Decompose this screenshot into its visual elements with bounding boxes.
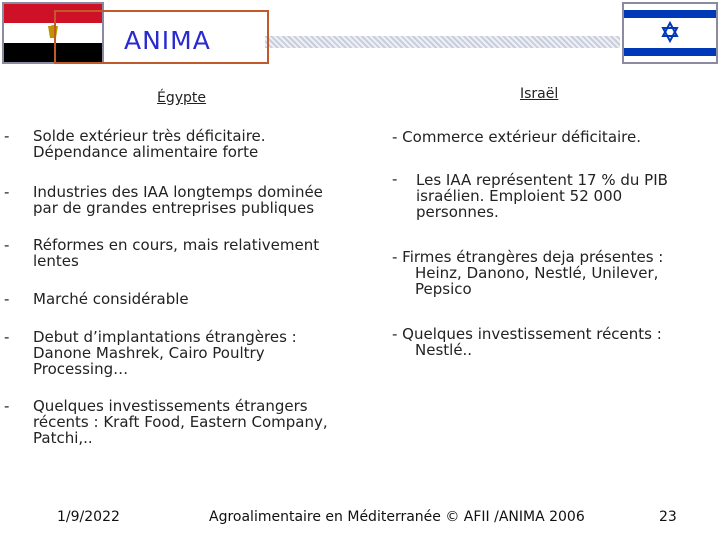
israel-item-3 xyxy=(392,249,663,297)
bullet-dash: - xyxy=(4,328,10,346)
egypt-item-2-line1: Industries des IAA longtemps dominée xyxy=(33,183,323,201)
slide-title: ANIMA xyxy=(124,26,211,55)
israel-item-2-line3: personnes. xyxy=(416,203,499,221)
egypt-item-6 xyxy=(33,398,328,446)
bullet-dash: - xyxy=(4,397,10,415)
egypt-item-5-line3: Processing… xyxy=(33,360,129,378)
israel-item-1 xyxy=(392,129,641,145)
egypt-item-3 xyxy=(33,237,319,269)
egypt-item-6-line2: récents : Kraft Food, Eastern Company, xyxy=(33,413,328,431)
egypt-item-3-line1: Réformes en cours, mais relativement xyxy=(33,236,320,254)
egypt-heading: Égypte xyxy=(157,90,207,106)
egypt-item-2 xyxy=(33,184,323,216)
page-number: 23 xyxy=(659,509,677,525)
israel-flag-icon xyxy=(624,4,716,62)
egypt-item-6-line1: Quelques investissements étrangers xyxy=(33,397,308,415)
israel-item-4-line2: Nestlé.. xyxy=(415,341,473,359)
title-decor-bar xyxy=(265,36,620,48)
israel-flag xyxy=(622,2,718,64)
egypt-item-1 xyxy=(33,128,266,160)
israel-item-4 xyxy=(392,326,662,358)
egypt-item-5-line1: Debut d’implantations étrangères : xyxy=(33,328,297,346)
israel-item-1-line1: - Commerce extérieur déficitaire. xyxy=(392,128,642,146)
israel-item-3-line2: Heinz, Danono, Nestlé, Unilever, xyxy=(415,264,659,282)
egypt-item-4-line1: Marché considérable xyxy=(33,290,189,308)
egypt-item-4 xyxy=(33,291,189,307)
israel-item-3-line1: - Firmes étrangères deja présentes : xyxy=(392,248,664,266)
egypt-item-5-line2: Danone Mashrek, Cairo Poultry xyxy=(33,344,265,362)
bullet-dash: - xyxy=(392,170,398,188)
footer-caption: Agroalimentaire en Méditerranée © AFII /ANIMA 2006 xyxy=(209,509,585,525)
footer-date: 1/9/2022 xyxy=(57,509,120,525)
egypt-item-6-line3: Patchi,.. xyxy=(33,429,93,447)
egypt-item-5 xyxy=(33,329,297,377)
bullet-dash: - xyxy=(4,290,10,308)
israel-item-2-line1: Les IAA représentent 17 % du PIB xyxy=(416,171,668,189)
israel-heading: Israël xyxy=(520,86,559,102)
egypt-item-1-line2: Dépendance alimentaire forte xyxy=(33,143,259,161)
israel-item-3-line3: Pepsico xyxy=(415,280,472,298)
israel-item-2-line2: israélien. Emploient 52 000 xyxy=(416,187,623,205)
bullet-dash: - xyxy=(4,236,10,254)
bullet-dash: - xyxy=(4,183,10,201)
egypt-item-2-line2: par de grandes entreprises publiques xyxy=(33,199,315,217)
egypt-item-3-line2: lentes xyxy=(33,252,79,270)
israel-item-2 xyxy=(416,172,668,220)
egypt-item-1-line1: Solde extérieur très déficitaire. xyxy=(33,127,266,145)
israel-item-4-line1: - Quelques investissement récents : xyxy=(392,325,662,343)
bullet-dash: - xyxy=(4,127,10,145)
